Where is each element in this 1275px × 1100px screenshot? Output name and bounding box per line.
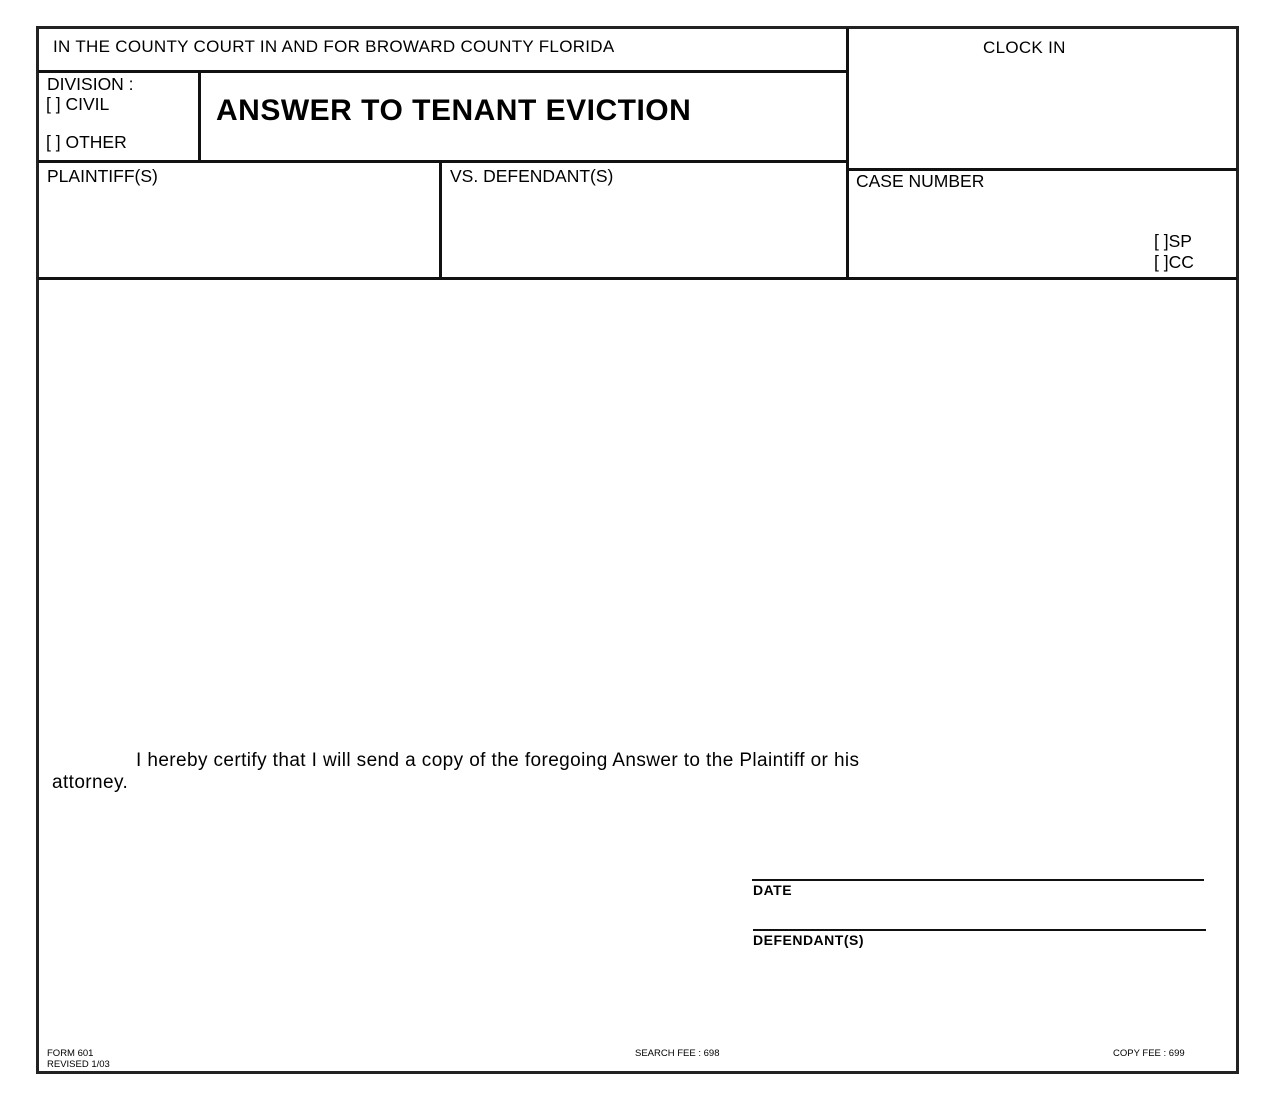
search-fee: SEARCH FEE : 698 <box>635 1048 720 1059</box>
certification-line-1: I hereby certify that I will send a copy of the foregoing Answer to the Plaintiff or his <box>136 750 860 771</box>
divider-header-bottom <box>38 70 848 73</box>
defendant-field[interactable] <box>445 190 843 275</box>
civil-checkbox[interactable]: [ ] <box>46 94 61 114</box>
division-label: DIVISION : <box>47 74 134 94</box>
copy-fee: COPY FEE : 699 <box>1113 1048 1185 1059</box>
other-checkbox[interactable]: [ ] <box>46 132 61 152</box>
divider-caption-bottom <box>38 277 1237 280</box>
date-label: DATE <box>753 882 793 898</box>
civil-label: CIVIL <box>65 94 110 114</box>
divider-parties-vertical <box>439 162 442 279</box>
case-type-cc-option[interactable] <box>1154 252 1194 273</box>
defendant-signature-line[interactable] <box>753 929 1206 931</box>
plaintiff-field[interactable] <box>42 190 436 275</box>
form-number: FORM 601 <box>47 1048 94 1059</box>
case-number-field[interactable] <box>854 195 1144 273</box>
answer-body-field[interactable] <box>42 284 1232 734</box>
defendant-label: VS. DEFENDANT(S) <box>450 166 614 186</box>
other-label: OTHER <box>65 132 127 152</box>
case-number-label: CASE NUMBER <box>856 171 985 191</box>
division-other-option[interactable] <box>46 132 127 153</box>
form-title: ANSWER TO TENANT EVICTION <box>216 94 692 127</box>
cc-checkbox[interactable]: [ ] <box>1154 252 1169 272</box>
defendant-signature-label: DEFENDANT(S) <box>753 932 864 948</box>
divider-title-bottom <box>38 160 848 163</box>
certification-line-2: attorney. <box>52 772 129 793</box>
division-civil-option[interactable] <box>46 94 109 115</box>
divider-division-vertical <box>198 72 201 162</box>
court-heading: IN THE COUNTY COURT IN AND FOR BROWARD COUNTY FLORIDA <box>53 37 615 56</box>
divider-clock-in-vertical <box>846 28 849 280</box>
case-type-sp-option[interactable] <box>1154 231 1192 252</box>
clock-in-label: CLOCK IN <box>983 38 1066 57</box>
date-signature-line[interactable] <box>752 879 1204 881</box>
revised-date: REVISED 1/03 <box>47 1059 110 1070</box>
sp-label: SP <box>1168 231 1192 251</box>
cc-label: CC <box>1168 252 1194 272</box>
plaintiff-label: PLAINTIFF(S) <box>47 166 158 186</box>
sp-checkbox[interactable]: [ ] <box>1154 231 1169 251</box>
